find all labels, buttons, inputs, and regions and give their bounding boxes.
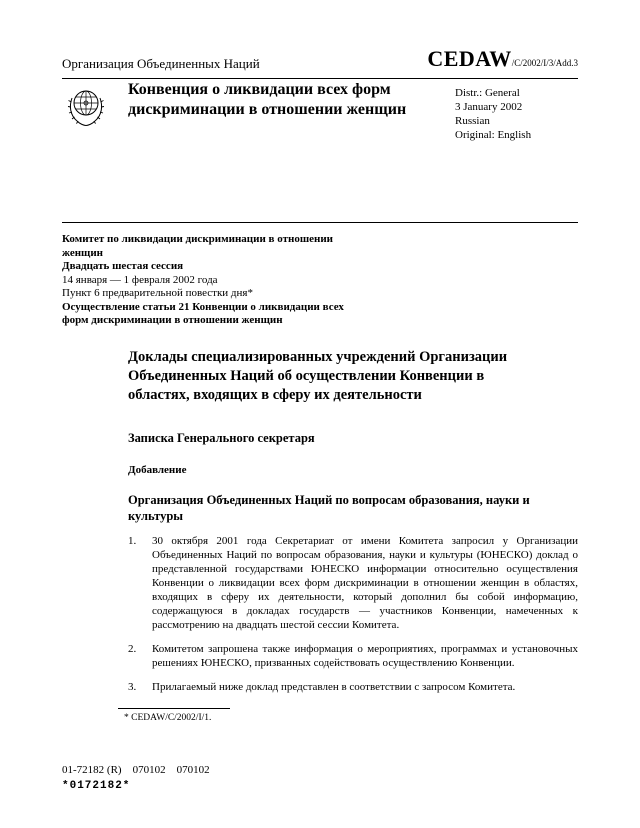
masthead-body	[62, 80, 578, 141]
paragraph-text: Комитетом запрошена также информация о мероприятиях, программах и установочных решениях ЮНЕСКО, призванных содействовать осуществлению Конвенции.	[152, 643, 578, 669]
agenda-item: Пункт 6 предварительной повестки дня*	[62, 287, 253, 299]
note-title: Записка Генерального секретаря	[128, 431, 315, 445]
document-symbol	[427, 46, 578, 72]
footnote-divider	[118, 708, 230, 709]
session-block	[62, 233, 362, 328]
report-title: Доклады специализированных учреждений Организации Объединенных Наций об осуществлении Конвенции в областях, входящих в сферу их деятельности	[128, 349, 508, 403]
barcode-text: *0172182*	[62, 780, 131, 792]
org-name: Организация Объединенных Наций	[62, 56, 260, 71]
committee-name: Комитет по ликвидации дискриминации в отношении женщин	[62, 233, 334, 259]
original-language-line: Original: English	[455, 129, 532, 141]
main-content	[128, 348, 578, 694]
un-emblem-icon	[62, 82, 110, 134]
date-line: 3 January 2002	[455, 101, 523, 113]
masthead-divider	[62, 222, 578, 223]
paragraph-1	[128, 534, 578, 632]
paragraph-3	[128, 680, 578, 694]
session-name: Двадцать шестая сессия	[62, 260, 184, 272]
paragraph-number: 3.	[128, 681, 137, 693]
section-title: Организация Объединенных Наций по вопросам образования, науки и культуры	[128, 493, 530, 523]
distribution-block	[455, 86, 531, 142]
footnote-area	[118, 708, 230, 723]
footnote-text: * CEDAW/C/2002/I/1.	[124, 713, 212, 723]
session-dates: 14 января — 1 февраля 2002 года	[62, 273, 218, 286]
paragraph-number: 2.	[128, 643, 137, 655]
paragraph-number: 1.	[128, 535, 137, 547]
paragraph-text: Прилагаемый ниже доклад представлен в соответствии с запросом Комитета.	[152, 681, 516, 693]
masthead-top-row	[62, 46, 578, 79]
paragraph-2	[128, 642, 578, 670]
addendum-label: Добавление	[128, 464, 187, 476]
document-symbol-main: CEDAW	[427, 46, 512, 71]
document-id-line: 01-72182 (R) 070102 070102	[62, 764, 210, 776]
paragraph-text: 30 октября 2001 года Секретариат от имени Комитета запросил у Организации Объединенных Наций по вопросам образования, науки и культуры (ЮНЕСКО) доклад о представленной государствами ЮНЕСКО информации относительно осуществления Конвенции о ликвидации всех форм дискриминации в отношении женщин в областях, входящих в сферу их деятельности, который дополнил бы собой информацию, содержащуюся в докладах государств — участников Конвенции, намеченных к рассмотрению на двадцать шестой сессии Комитета.	[152, 535, 578, 631]
convention-title: Конвенция о ликвидации всех форм дискриминации в отношении женщин	[128, 81, 407, 118]
agenda-item-title: Осуществление статьи 21 Конвенции о ликвидации всех форм дискриминации в отношении женщин	[62, 300, 344, 326]
language-line: Russian	[455, 115, 490, 127]
document-symbol-suffix: /C/2002/I/3/Add.3	[511, 58, 578, 68]
distr-line: Distr.: General	[455, 87, 520, 99]
